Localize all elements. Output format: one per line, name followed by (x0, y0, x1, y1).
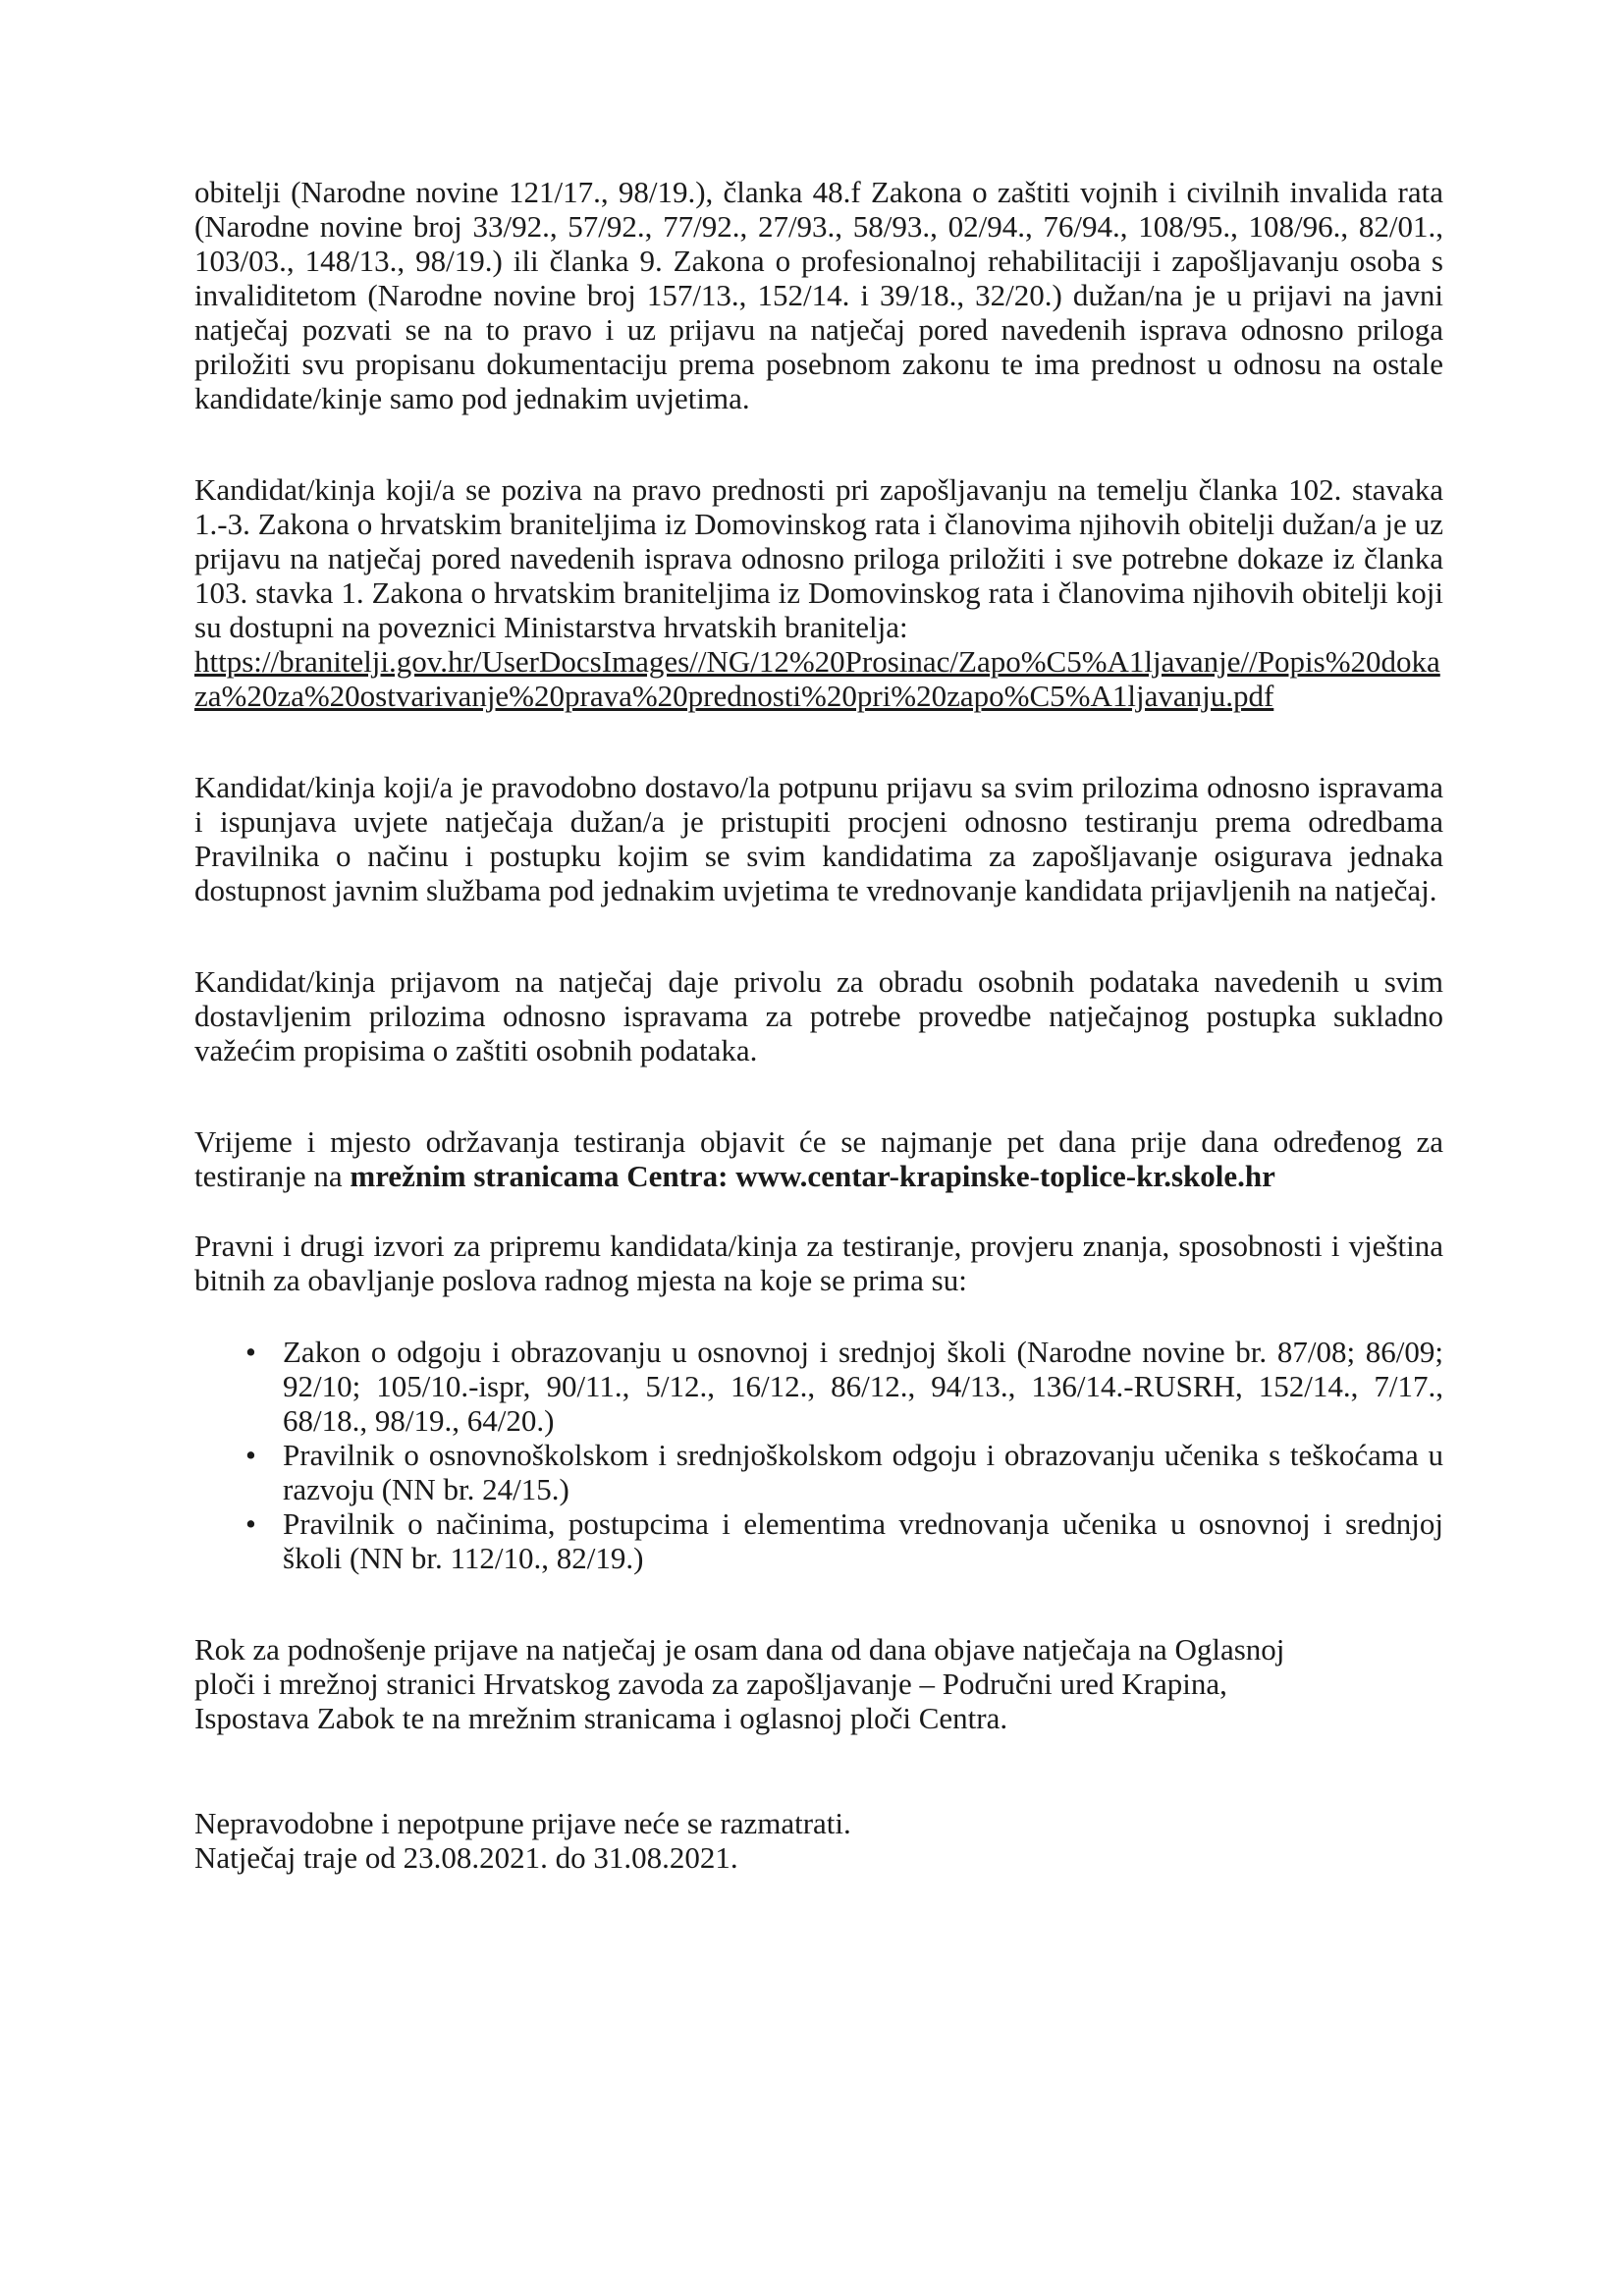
centre-website-reference: mrežnim stranicama Centra: www.centar-krapinske-toplice-kr.skole.hr (350, 1159, 1275, 1193)
paragraph-veterans-priority: Kandidat/kinja koji/a se poziva na pravo prednosti pri zapošljavanju na temelju članka 102. stavaka 1.-3. Zakona o hrvatskim braniteljima iz Domovinskog rata i članovima njihovih obitelji dužan/a je uz prijavu na natječaj pored navedenih isprava odnosno priloga priložiti i sve potrebne dokaze iz članka 103. stavka 1. Zakona o hrvatskim braniteljima iz Domovinskog rata i članovima njihovih obitelji koji su dostupni na poveznici Ministarstva hrvatskih branitelja: (194, 472, 1443, 644)
testing-announcement-text: Vrijeme i mjesto održavanja testiranja objavit će se najmanje pet dana prije dana određenog za testiranje na (194, 1124, 1443, 1193)
paragraph-testing-obligation: Kandidat/kinja koji/a je pravodobno dostavo/la potpunu prijavu sa svim prilozima odnosno ispravama i ispunjava uvjete natječaja dužan/a je pristupiti procjeni odnosno testiranju prema odredbama Pravilnika o načinu i postupku kojim se svim kandidatima za zapošljavanje osigurava jednaka dostupnost javnim službama pod jednakim uvjetima te vrednovanje kandidata prijavljenih na natječaj. (194, 770, 1443, 907)
ministry-veterans-link[interactable]: https://branitelji.gov.hr/UserDocsImages//NG/12%20Prosinac/Zapo%C5%A1ljavanje//Popis%20dokaza%20za%20ostvarivanje%20prava%20prednosti%20pri%20zapo%C5%A1ljavanju.pdf (194, 644, 1440, 713)
deadline-line: Rok za podnošenje prijave na natječaj je osam dana od dana objave natječaja na Oglasnoj (194, 1632, 1285, 1667)
closing-notes (194, 1806, 1443, 1875)
bullet-icon: • (245, 1335, 256, 1369)
legal-sources-list (194, 1335, 1443, 1575)
list-item (243, 1506, 1443, 1575)
legal-source-text: Pravilnik o načinima, postupcima i elementima vrednovanja učenika u osnovnoj i srednjoj školi (NN br. 112/10., 82/19.) (283, 1506, 1443, 1575)
paragraph-veterans-block (194, 472, 1443, 713)
competition-duration: Natječaj traje od 23.08.2021. do 31.08.2021. (194, 1840, 738, 1875)
late-applications-note: Nepravodobne i nepotpune prijave neće se razmatrati. (194, 1806, 851, 1840)
deadline-line: ploči i mrežnoj stranici Hrvatskog zavoda za zapošljavanje – Područni ured Krapina, (194, 1667, 1227, 1701)
list-item (243, 1335, 1443, 1438)
paragraph-priority-rights: obitelji (Narodne novine 121/17., 98/19.), članka 48.f Zakona o zaštiti vojnih i civilnih invalida rata (Narodne novine broj 33/92., 57/92., 77/92., 27/93., 58/93., 02/94., 76/94., 108/95., 108/96., 82/01., 103/03., 148/13., 98/19.) ili članka 9. Zakona o profesionalnoj rehabilitaciji i zapošljavanju osoba s invaliditetom (Narodne novine broj 157/13., 152/14. i 39/18., 32/20.) dužan/na je u prijavi na javni natječaj pozvati se na to pravo i uz prijavu na natječaj pored navedenih isprava odnosno priloga priložiti svu propisanu dokumentaciju prema posebnom zakonu te ima prednost u odnosu na ostale kandidate/kinje samo pod jednakim uvjetima. (194, 175, 1443, 415)
paragraph-testing-announcement (194, 1124, 1443, 1193)
paragraph-data-consent: Kandidat/kinja prijavom na natječaj daje privolu za obradu osobnih podataka navedenih u svim dostavljenim prilozima odnosno ispravama za potrebe provedbe natječajnog postupka sukladno važećim propisima o zaštiti osobnih podataka. (194, 964, 1443, 1067)
legal-source-text: Zakon o odgoju i obrazovanju u osnovnoj i srednjoj školi (Narodne novine br. 87/08; 86/09; 92/10; 105/10.-ispr, 90/11., 5/12., 16/12., 86/12., 94/13., 136/14.-RUSRH, 152/14., 7/17., 68/18., 98/19., 64/20.) (283, 1335, 1443, 1438)
list-item (243, 1438, 1443, 1506)
application-deadline (194, 1632, 1443, 1735)
bullet-icon: • (245, 1506, 256, 1541)
legal-source-text: Pravilnik o osnovnoškolskom i srednjoškolskom odgoju i obrazovanju učenika s teškoćama u razvoju (NN br. 24/15.) (283, 1438, 1443, 1506)
bullet-icon: • (245, 1438, 256, 1472)
deadline-line: Ispostava Zabok te na mrežnim stranicama i oglasnoj ploči Centra. (194, 1701, 1008, 1735)
document-page (194, 175, 1443, 1875)
paragraph-legal-sources-intro: Pravni i drugi izvori za pripremu kandidata/kinja za testiranje, provjeru znanja, sposobnosti i vještina bitnih za obavljanje poslova radnog mjesta na koje se prima su: (194, 1229, 1443, 1297)
